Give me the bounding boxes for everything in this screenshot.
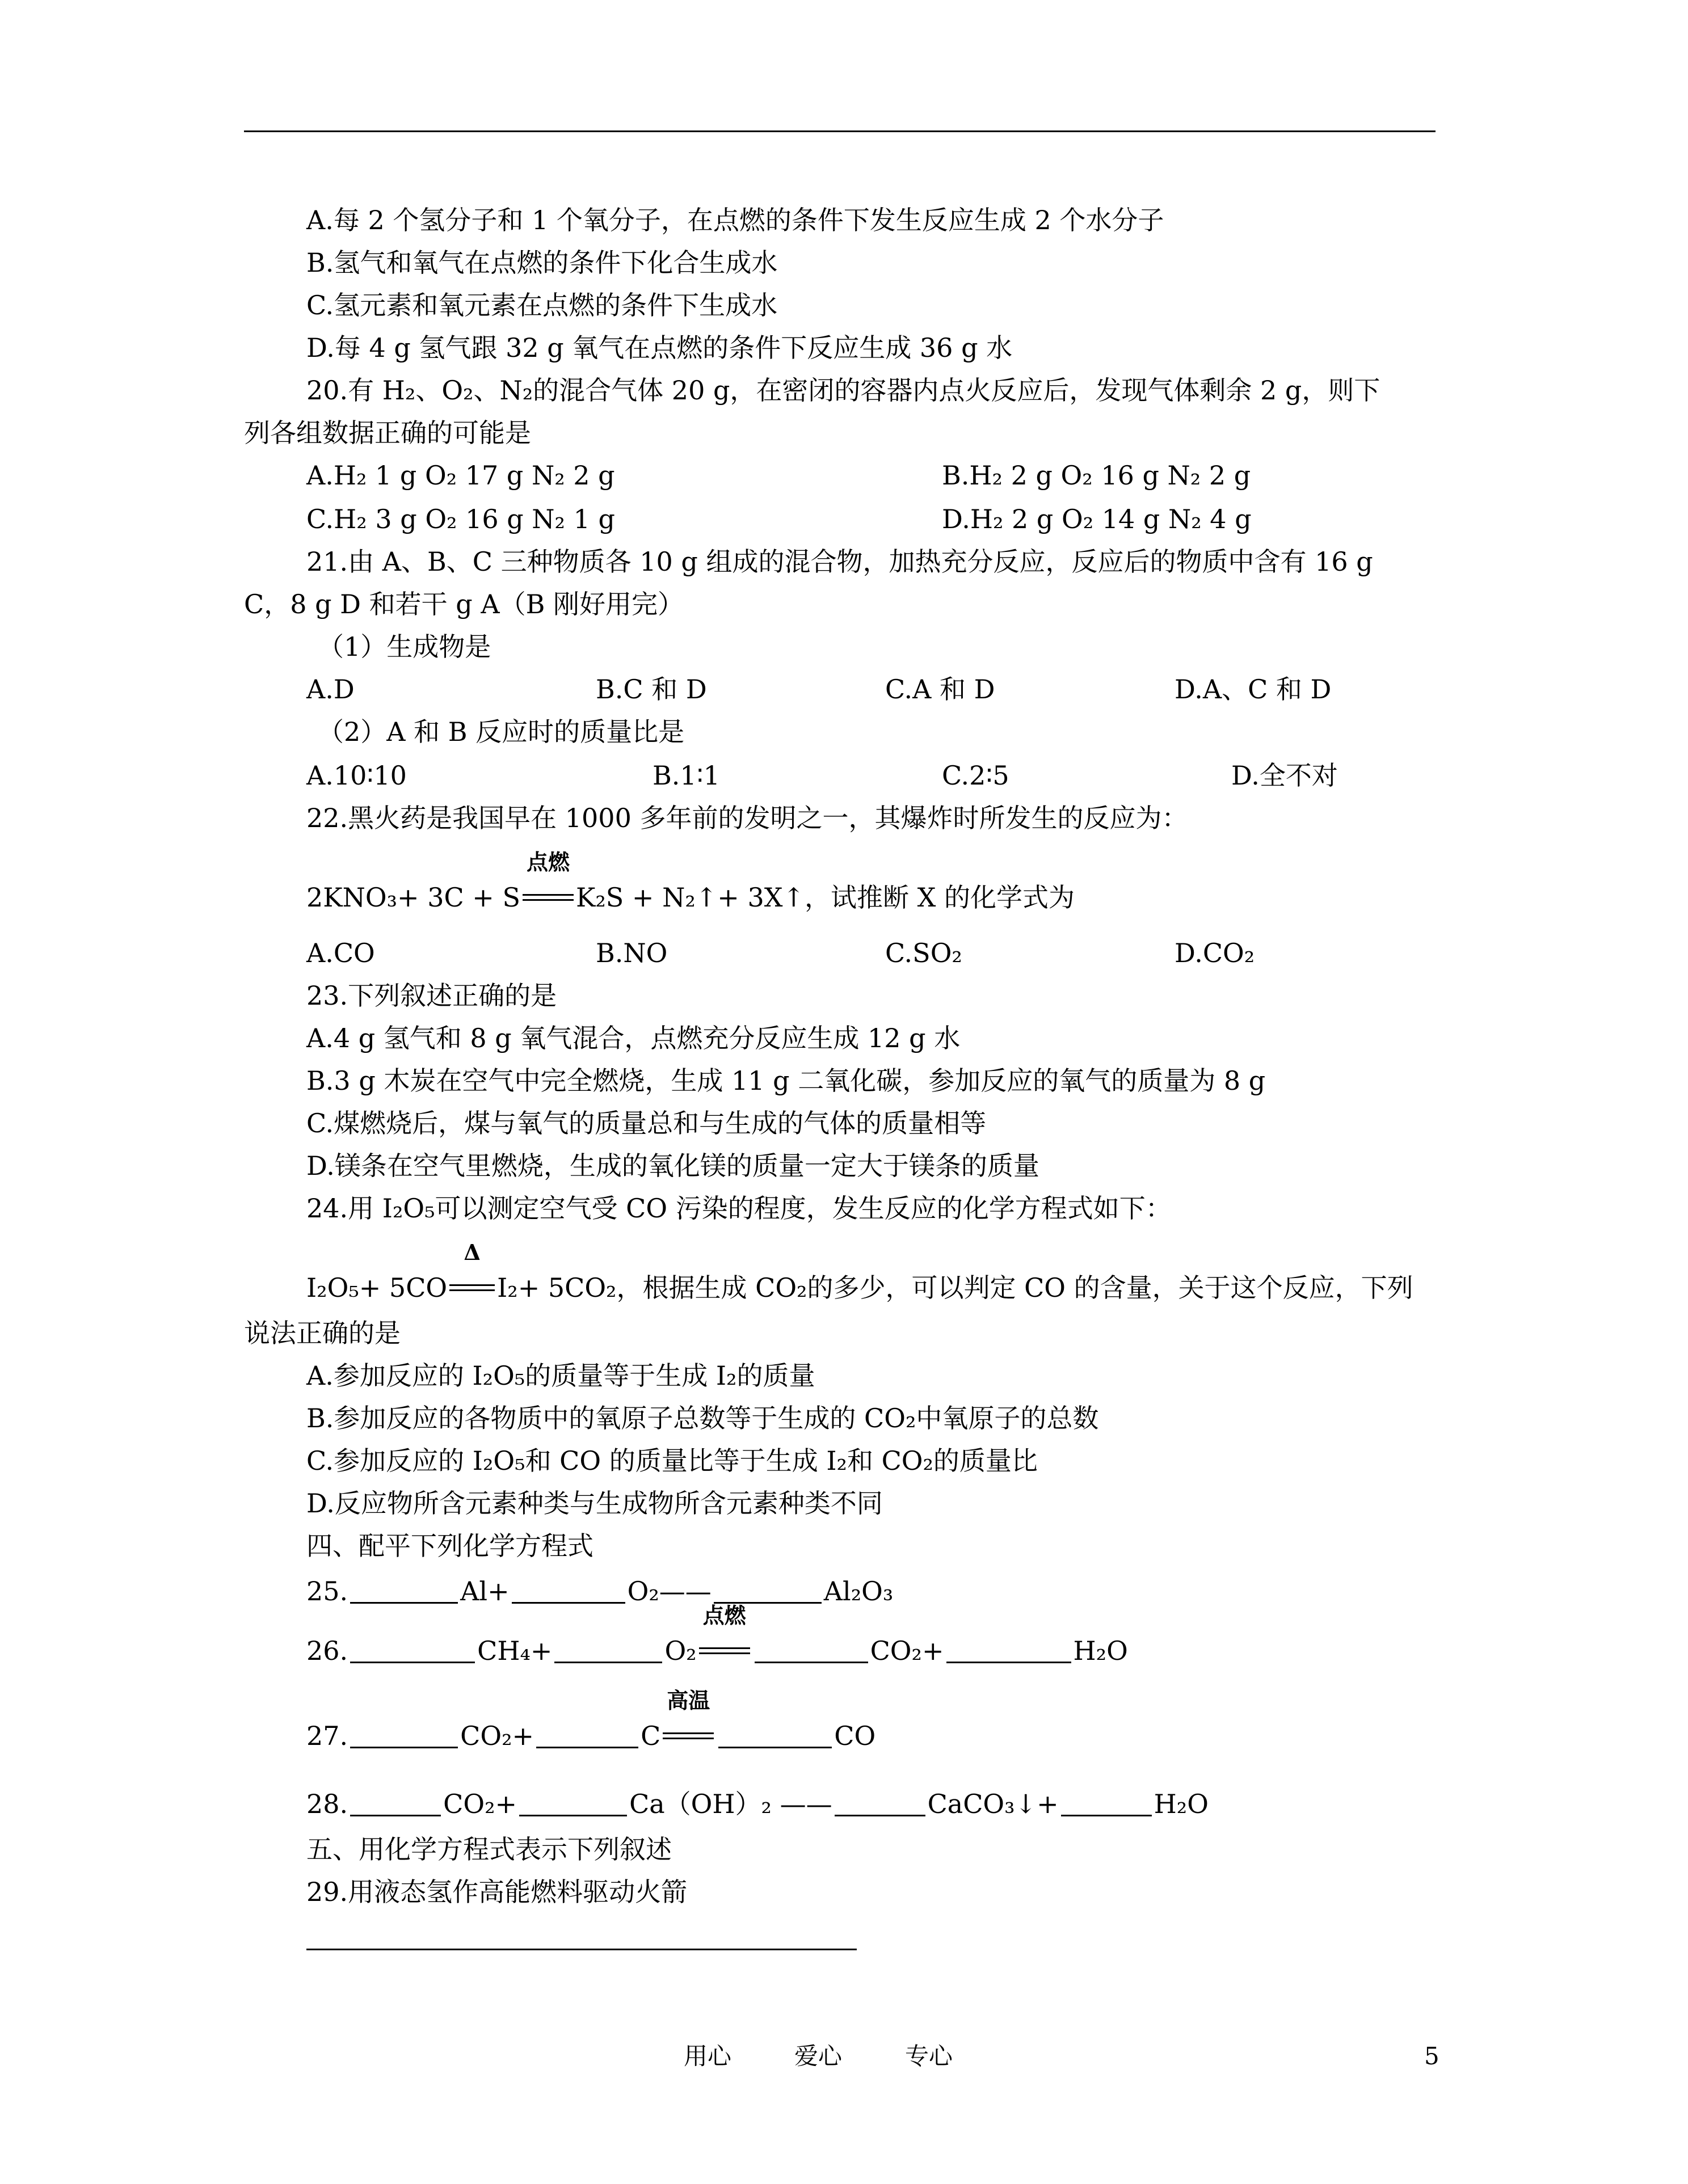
q22-option-c: C.SO₂ — [885, 938, 962, 968]
q24-option-b: B.参加反应的各物质中的氧原子总数等于生成的 CO₂中氧原子的总数 — [306, 1403, 1099, 1433]
q24-option-a: A.参加反应的 I₂O₅的质量等于生成 I₂的质量 — [306, 1360, 815, 1391]
q26-blank-2[interactable] — [554, 1637, 662, 1663]
q28-number: 28. — [306, 1789, 348, 1819]
q29-stem: 29.用液态氢作高能燃料驱动火箭 — [306, 1877, 688, 1907]
q21-sub2-option-d: D.全不对 — [1231, 760, 1338, 791]
q21-sub1-option-a: A.D — [306, 674, 355, 705]
q24-option-c: C.参加反应的 I₂O₅和 CO 的质量比等于生成 I₂和 CO₂的质量比 — [306, 1445, 1038, 1476]
q26-blank-1[interactable] — [350, 1637, 475, 1663]
q25-term-1: Al+ — [460, 1576, 510, 1607]
q19-option-c: C.氢元素和氧元素在点燃的条件下生成水 — [306, 290, 778, 321]
q23-option-d: D.镁条在空气里燃烧，生成的氧化镁的质量一定大于镁条的质量 — [306, 1150, 1039, 1181]
q25-blank-2[interactable] — [512, 1577, 625, 1604]
q21-sub2-option-a: A.10∶10 — [306, 760, 407, 791]
q25-equation — [306, 1574, 893, 1608]
q27-term-1: CO₂+ — [460, 1721, 534, 1751]
q26-condition: 点燃 — [702, 1603, 746, 1628]
q24-option-d: D.反应物所含元素种类与生成物所含元素种类不同 — [306, 1488, 883, 1519]
q25-term-3: Al₂O₃ — [823, 1576, 894, 1607]
q22-equation-right: K₂S + N₂↑+ 3X↑，试推断 X 的化学式为 — [575, 882, 1075, 913]
q27-blank-1[interactable] — [350, 1722, 458, 1748]
q19-option-b: B.氢气和氧气在点燃的条件下化合生成水 — [306, 247, 778, 278]
q21-sub2-option-c: C.2∶5 — [942, 760, 1009, 791]
q23-option-b: B.3 g 木炭在空气中完全燃烧，生成 11 g 二氧化碳，参加反应的氧气的质量为 8 g — [306, 1065, 1266, 1096]
q20-stem-1: 20.有 H₂、O₂、N₂的混合气体 20 g，在密闭的容器内点火反应后，发现气体剩余 2 g，则下 — [306, 375, 1380, 406]
q26-blank-3[interactable] — [755, 1637, 868, 1663]
q21-sub1-option-c: C.A 和 D — [885, 674, 995, 705]
q24-condition: Δ — [464, 1239, 481, 1265]
footer-text-2: 爱心 — [794, 2042, 843, 2070]
q22-stem: 22.黑火药是我国早在 1000 多年前的发明之一，其爆炸时所发生的反应为： — [306, 803, 1188, 833]
q21-sub2-option-b: B.1∶1 — [653, 760, 720, 791]
q24-equation — [306, 1239, 1413, 1305]
q22-option-b: B.NO — [596, 938, 668, 968]
header-rule — [244, 130, 1436, 132]
q28-blank-2[interactable] — [519, 1790, 627, 1816]
q27-term-2: C — [641, 1721, 661, 1751]
q26-term-2: O₂ — [664, 1635, 697, 1666]
q21-sub1: （1）生成物是 — [318, 631, 491, 662]
q27-term-3: CO — [834, 1721, 876, 1751]
q28-term-1: CO₂+ — [443, 1789, 517, 1819]
q23-stem: 23.下列叙述正确的是 — [306, 980, 557, 1011]
q28-term-3: CaCO₃↓+ — [927, 1789, 1059, 1819]
q27-reaction-arrow — [663, 1688, 714, 1753]
q26-term-3: CO₂+ — [870, 1635, 944, 1666]
q24-stem: 24.用 I₂O₅可以测定空气受 CO 污染的程度，发生反应的化学方程式如下： — [306, 1193, 1172, 1224]
q26-equation — [306, 1603, 1128, 1668]
q21-stem-1: 21.由 A、B、C 三种物质各 10 g 组成的混合物，加热充分反应，反应后的物质中含有 16 g — [306, 546, 1373, 577]
q24-reaction-arrow — [449, 1239, 495, 1305]
q28-blank-3[interactable] — [835, 1790, 925, 1816]
equals-sign-icon — [699, 1647, 750, 1654]
q22-equation-left: 2KNO₃+ 3C + S — [306, 882, 520, 913]
q27-equation — [306, 1688, 876, 1753]
page-number: 5 — [1424, 2042, 1439, 2070]
q28-blank-1[interactable] — [350, 1790, 441, 1816]
q25-blank-1[interactable] — [350, 1577, 458, 1604]
q25-blank-3[interactable] — [714, 1577, 822, 1604]
equals-sign-icon — [449, 1284, 495, 1291]
footer-text-1: 用心 — [684, 2042, 732, 2070]
q28-equation — [306, 1787, 1209, 1821]
q28-term-4: H₂O — [1154, 1789, 1209, 1819]
q21-sub1-option-b: B.C 和 D — [596, 674, 707, 705]
footer-text-3: 专心 — [905, 2042, 953, 2070]
q27-condition: 高温 — [667, 1688, 710, 1713]
q28-term-2: Ca（OH）₂ —— — [629, 1789, 832, 1819]
q25-term-2: O₂—— — [627, 1576, 712, 1607]
q23-option-c: C.煤燃烧后，煤与氧气的质量总和与生成的气体的质量相等 — [306, 1108, 987, 1139]
q21-sub1-option-d: D.A、C 和 D — [1175, 674, 1332, 705]
q22-reaction-arrow — [523, 849, 574, 914]
q26-blank-4[interactable] — [946, 1637, 1071, 1663]
q26-term-1: CH₄+ — [477, 1635, 553, 1666]
equals-sign-icon — [523, 894, 574, 901]
q22-option-d: D.CO₂ — [1175, 938, 1255, 968]
q24-equation-left: I₂O₅+ 5CO — [306, 1272, 448, 1303]
q20-option-a: A.H₂ 1 g O₂ 17 g N₂ 2 g — [306, 460, 615, 491]
q22-equation — [306, 849, 1075, 914]
q20-option-d: D.H₂ 2 g O₂ 14 g N₂ 4 g — [942, 504, 1252, 534]
q19-option-d: D.每 4 g 氢气跟 32 g 氧气在点燃的条件下反应生成 36 g 水 — [306, 332, 1013, 363]
q22-condition: 点燃 — [526, 849, 570, 875]
q19-option-a: A.每 2 个氢分子和 1 个氧分子，在点燃的条件下发生反应生成 2 个水分子 — [306, 205, 1164, 235]
q27-blank-3[interactable] — [718, 1722, 832, 1748]
q28-blank-4[interactable] — [1061, 1790, 1152, 1816]
q20-option-c: C.H₂ 3 g O₂ 16 g N₂ 1 g — [306, 504, 615, 534]
q24-stem-2: 说法正确的是 — [244, 1318, 401, 1348]
q26-reaction-arrow — [699, 1603, 750, 1668]
q21-stem-2: C，8 g D 和若干 g A（B 刚好用完） — [244, 589, 684, 619]
q20-stem-2: 列各组数据正确的可能是 — [244, 418, 531, 448]
section-5-heading: 五、用化学方程式表示下列叙述 — [306, 1834, 672, 1865]
q26-number: 26. — [306, 1635, 348, 1666]
equals-sign-icon — [663, 1732, 714, 1739]
q27-blank-2[interactable] — [536, 1722, 638, 1748]
q21-sub2: （2）A 和 B 反应时的质量比是 — [318, 716, 685, 747]
q20-option-b: B.H₂ 2 g O₂ 16 g N₂ 2 g — [942, 460, 1251, 491]
q29-answer-line[interactable] — [306, 1949, 857, 1950]
q23-option-a: A.4 g 氢气和 8 g 氧气混合，点燃充分反应生成 12 g 水 — [306, 1023, 961, 1053]
section-4-heading: 四、配平下列化学方程式 — [306, 1531, 593, 1561]
q24-equation-right: I₂+ 5CO₂，根据生成 CO₂的多少，可以判定 CO 的含量，关于这个反应，下列 — [497, 1272, 1413, 1303]
q25-number: 25. — [306, 1576, 348, 1607]
q22-option-a: A.CO — [306, 938, 375, 968]
q27-number: 27. — [306, 1721, 348, 1751]
q26-term-4: H₂O — [1073, 1635, 1128, 1666]
